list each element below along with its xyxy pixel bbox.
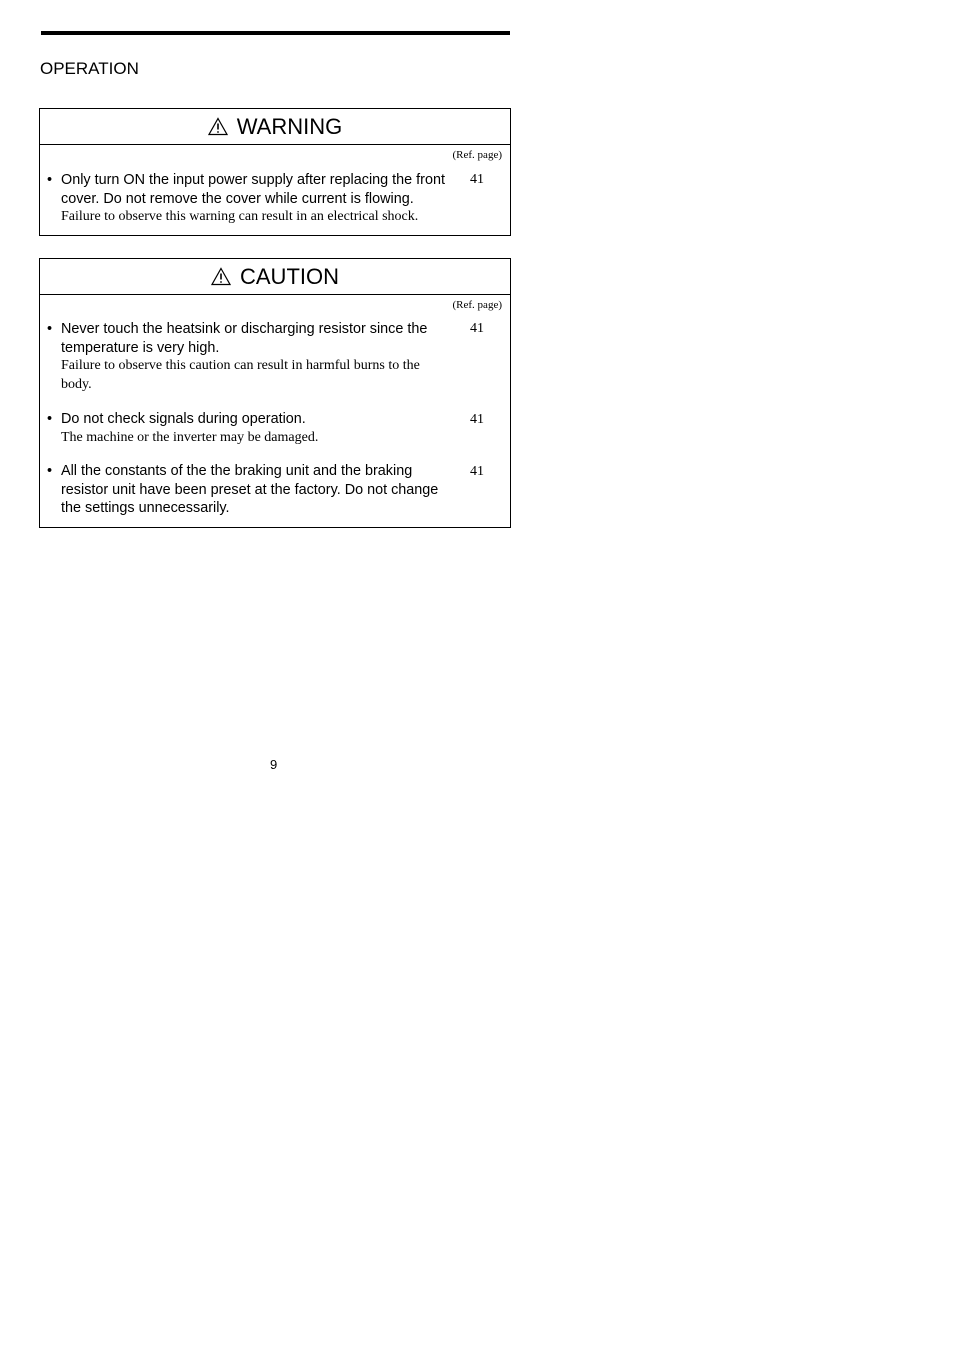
list-item [47, 320, 447, 394]
item-page-ref: 41 [470, 172, 484, 187]
warning-header [40, 109, 510, 145]
item-text: Do not check signals during operation. [61, 411, 306, 427]
item-page-ref: 41 [470, 464, 484, 479]
item-page-ref: 41 [470, 412, 484, 427]
bullet: • [47, 321, 53, 337]
caution-box [39, 258, 511, 528]
warning-box [39, 108, 511, 236]
warning-triangle-icon [208, 117, 228, 136]
header-rule [41, 31, 510, 35]
list-item [47, 410, 447, 447]
bullet: • [47, 463, 53, 479]
item-note: The machine or the inverter may be damaged. [61, 429, 319, 445]
item-text: All the constants of the the braking unit and the braking resistor unit have been preset at the factory. Do not change the settings unnecessarily. [61, 463, 439, 516]
caution-header [40, 259, 510, 295]
item-note: Failure to observe this warning can result in an electrical shock. [61, 209, 419, 224]
ref-page-label: (Ref. page) [452, 149, 502, 161]
warning-triangle-icon [211, 267, 231, 286]
item-text: Never touch the heatsink or discharging resistor since the temperature is very high. [61, 321, 428, 356]
caution-title: CAUTION [240, 263, 339, 289]
warning-title: WARNING [236, 113, 343, 139]
bullet: • [47, 411, 53, 427]
item-note: Failure to observe this caution can result in harmful burns to the body. [61, 358, 420, 392]
list-item [47, 462, 447, 518]
page-number: 9 [270, 757, 278, 772]
item-text: Only turn ON the input power supply after replacing the front cover. Do not remove the cover while current is flowing. [61, 172, 445, 207]
item-page-ref: 41 [470, 321, 484, 336]
bullet: • [47, 172, 53, 188]
section-title: OPERATION [40, 59, 139, 78]
ref-page-label: (Ref. page) [452, 299, 502, 311]
list-item [47, 171, 447, 227]
